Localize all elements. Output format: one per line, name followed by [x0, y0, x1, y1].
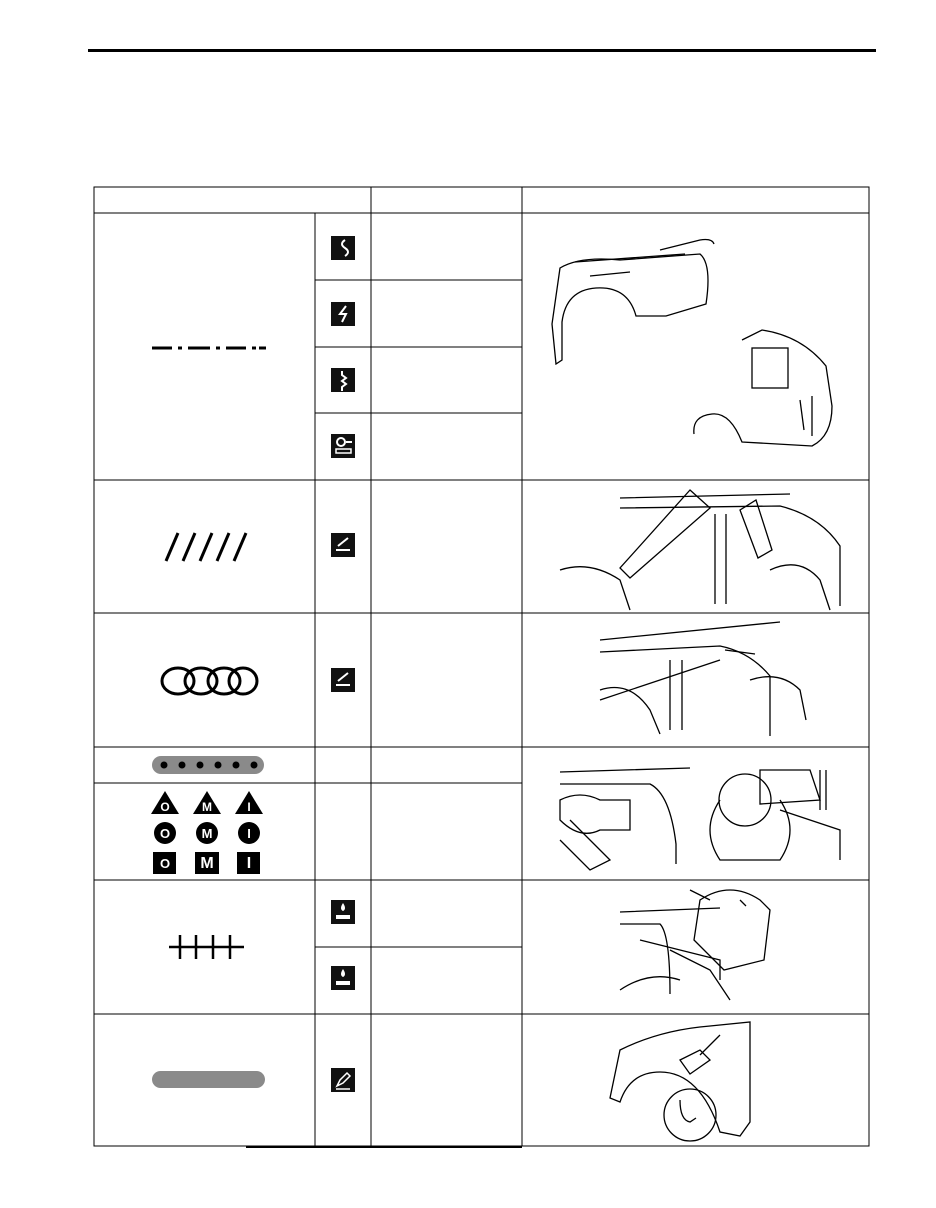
saw-icon — [331, 236, 355, 260]
sealer-icon — [331, 1068, 355, 1092]
illustration-rear-quarter-cutting — [552, 240, 832, 447]
mark-m-triangle: M — [202, 800, 212, 814]
cutter-icon — [331, 302, 355, 326]
mark-i-square: I — [246, 855, 252, 872]
cross-hatch-symbol — [169, 935, 244, 959]
mark-m-square: M — [200, 855, 214, 872]
mark-o-triangle: O — [160, 800, 170, 814]
loops-symbol — [162, 668, 257, 694]
mig-weld-icon — [331, 900, 355, 924]
mig-weld-icon — [331, 966, 355, 990]
torch-icon — [331, 668, 355, 692]
mark-i-circle: I — [247, 826, 251, 841]
mark-o-circle: O — [159, 826, 171, 841]
torch-icon — [331, 533, 355, 557]
illustration-mig-welding — [620, 890, 770, 1000]
illustration-spot-weld-operations — [560, 768, 840, 870]
dotted-bar-symbol — [152, 756, 264, 774]
table-frame — [94, 187, 869, 1146]
diagonal-lines-symbol — [166, 533, 246, 561]
mark-i-triangle: I — [247, 800, 251, 814]
mark-o-square: O — [159, 856, 171, 871]
illustration-torch-and-brush — [560, 490, 840, 610]
grinder-icon — [331, 434, 355, 458]
air-chisel-icon — [331, 368, 355, 392]
bottom-rule — [246, 1146, 522, 1148]
illustration-torch-and-brush-corner — [600, 622, 806, 736]
sealer-bar-symbol — [152, 1071, 265, 1088]
mark-m-circle: M — [201, 826, 213, 841]
illustration-sealer-application — [610, 1022, 750, 1141]
